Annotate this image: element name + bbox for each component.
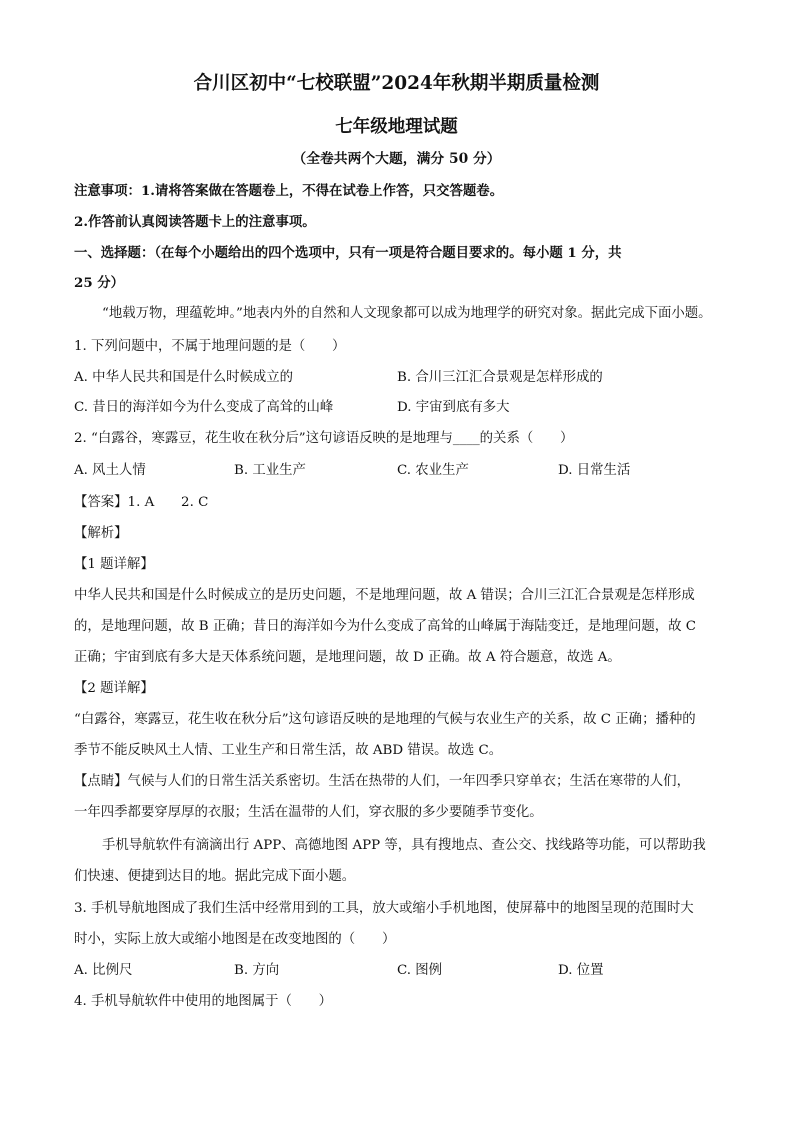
section-heading-line-2: 25 分） — [74, 275, 125, 291]
detail-2-label: 【2 题详解】 — [74, 681, 154, 696]
exam-title: 合川区初中“七校联盟”2024年秋期半期质量检测 — [193, 73, 600, 94]
q2-option-a: A. 风土人情 — [74, 463, 146, 478]
exam-subtitle: 七年级地理试题 — [335, 117, 458, 137]
q3-option-b: B. 方向 — [234, 963, 280, 978]
q1-stem: 1. 下列问题中，不属于地理问题的是（ ） — [74, 339, 346, 354]
detail-1-text-3: 正确；宇宙到底有多大是天体系统问题，是地理问题，故 D 正确。故 A 符合题意，故选 A。 — [74, 650, 621, 665]
detail-1-label: 【1 题详解】 — [74, 557, 154, 572]
detail-2-text-2: 季节不能反映风土人情、工业生产和日常生活，故 ABD 错误。故选 C。 — [74, 743, 503, 758]
q1-option-c: C. 昔日的海洋如今为什么变成了高耸的山峰 — [74, 400, 334, 415]
q3-stem-2: 时小，实际上放大或缩小地图是在改变地图的（ ） — [74, 932, 396, 947]
q3-option-d: D. 位置 — [558, 963, 604, 978]
passage-1: “地载万物，理蕴乾坤。”地表内外的自然和人文现象都可以成为地理学的研究对象。据此完成下面小题。 — [102, 306, 712, 321]
comment-text-2: 一年四季都要穿厚厚的衣服；生活在温带的人们，穿衣服的多少要随季节变化。 — [74, 805, 543, 820]
notice-line-1: 注意事项：1.请将答案做在答题卷上，不得在试卷上作答，只交答题卷。 — [74, 183, 504, 199]
q1-option-a: A. 中华人民共和国是什么时候成立的 — [74, 370, 294, 385]
comment-text-1: 【点睛】气候与人们的日常生活关系密切。生活在热带的人们，一年四季只穿单衣；生活在寒带的人们， — [74, 774, 690, 789]
q2-option-b: B. 工业生产 — [234, 463, 306, 478]
passage-2-line-1: 手机导航软件有滴滴出行 APP、高德地图 APP 等，具有搜地点、查公交、找线路等功能，可以帮助我 — [102, 838, 706, 853]
passage-2-line-2: 们快速、便捷到达目的地。据此完成下面小题。 — [74, 869, 356, 884]
detail-1-text-1: 中华人民共和国是什么时候成立的是历史问题，不是地理问题，故 A 错误；合川三江汇合景观是怎样形成 — [74, 588, 695, 603]
notice-line-2: 2.作答前认真阅读答题卡上的注意事项。 — [74, 214, 316, 230]
exam-scope: （全卷共两个大题，满分 50 分） — [292, 151, 501, 167]
q2-option-c: C. 农业生产 — [397, 463, 469, 478]
q4-stem: 4. 手机导航软件中使用的地图属于（ ） — [74, 994, 333, 1009]
detail-1-text-2: 的，是地理问题，故 B 正确；昔日的海洋如今为什么变成了高耸的山峰属于海陆变迁，是地理问题，故 C — [74, 619, 697, 634]
detail-2-text-1: “白露谷，寒露豆，花生收在秋分后”这句谚语反映的是地理的气候与农业生产的关系，故 C 正确；播种的 — [74, 712, 696, 727]
answer-line: 【答案】1. A 2. C — [74, 495, 209, 510]
analysis-label: 【解析】 — [74, 526, 128, 541]
q3-option-a: A. 比例尺 — [74, 963, 133, 978]
q1-option-b: B. 合川三江汇合景观是怎样形成的 — [397, 370, 603, 385]
q2-option-d: D. 日常生活 — [558, 463, 631, 478]
q1-option-d: D. 宇宙到底有多大 — [397, 400, 510, 415]
section-heading-line-1: 一、选择题：（在每个小题给出的四个选项中，只有一项是符合题目要求的。每小题 1 分，共 — [74, 245, 622, 261]
q3-option-c: C. 图例 — [397, 963, 443, 978]
q2-stem: 2. “白露谷，寒露豆，花生收在秋分后”这句谚语反映的是地理与____的关系（ ） — [74, 431, 574, 446]
q3-stem-1: 3. 手机导航地图成了我们生活中经常用到的工具，放大或缩小手机地图，使屏幕中的地图呈现的范围时大 — [74, 901, 694, 916]
